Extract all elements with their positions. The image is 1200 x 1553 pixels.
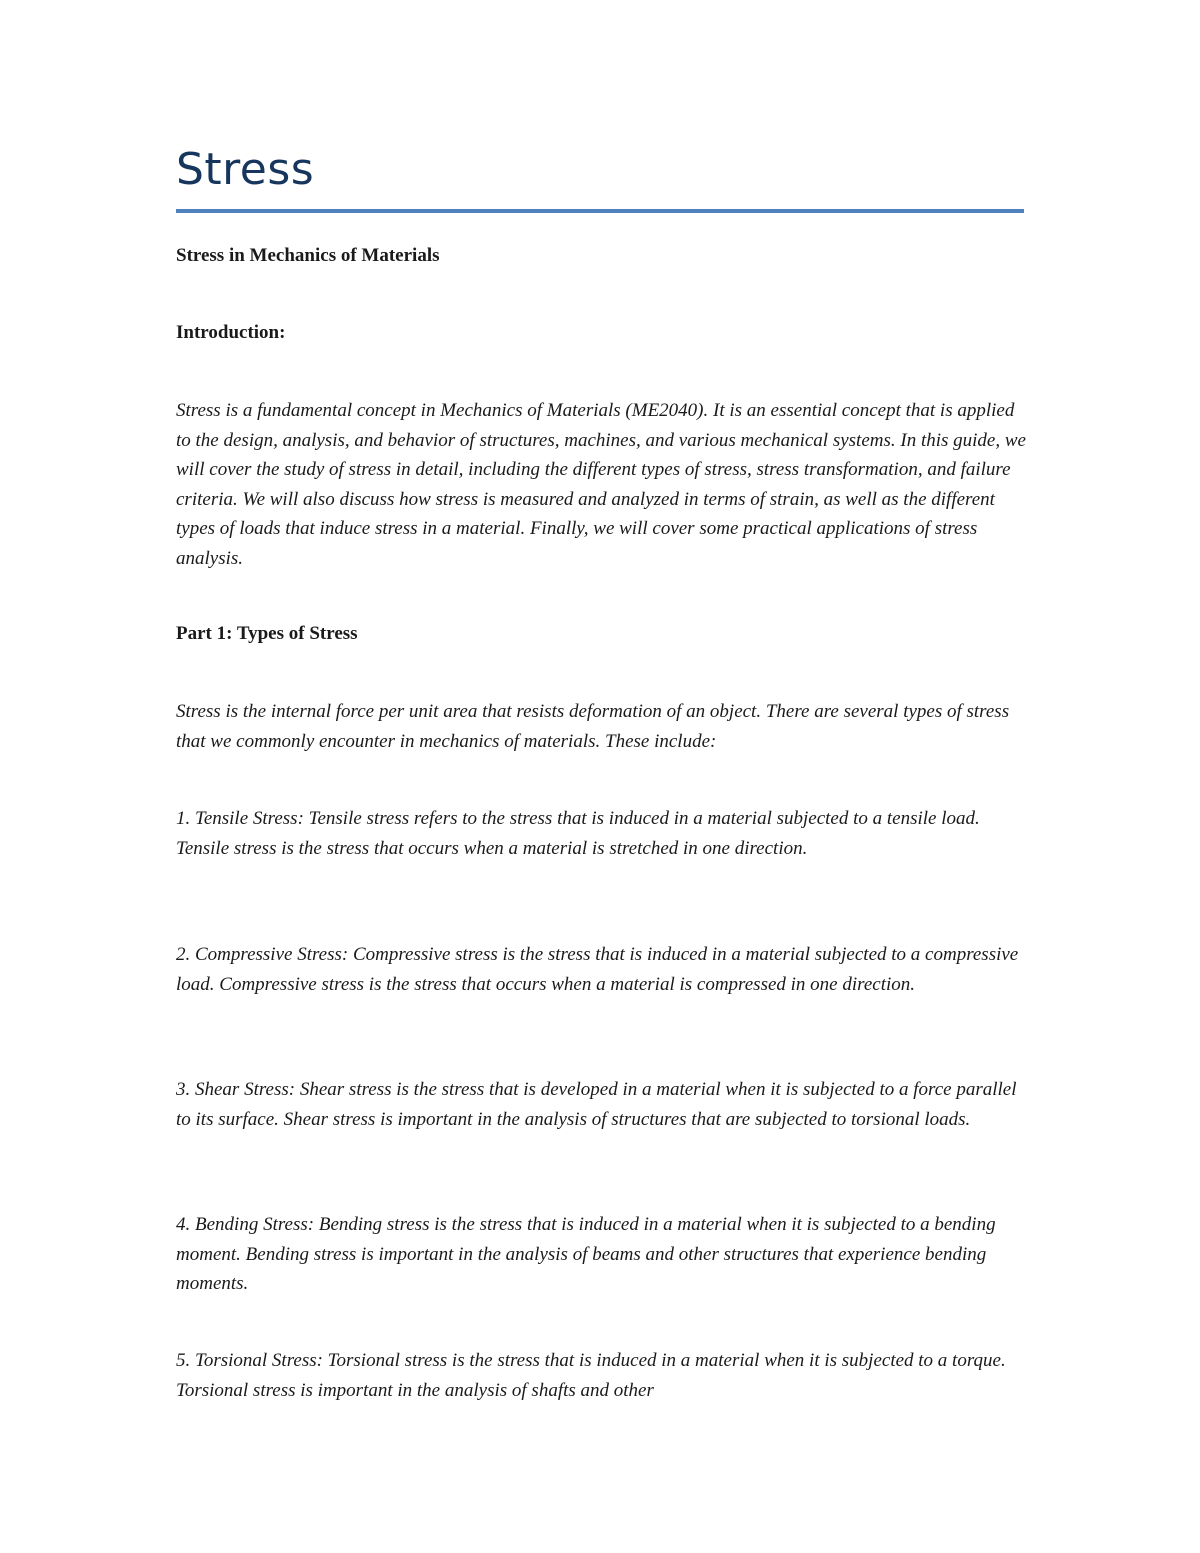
intro-paragraph: Stress is a fundamental concept in Mechanics of Materials (ME2040). It is an essential concept that is applied to the design, analysis, and behavior of structures, machines, and various mechanical systems. In this guide, we will cover the study of stress in detail, including the different types of stress, stress transformation, and failure criteria. We will also discuss how stress is measured and analyzed in terms of strain, as well as the different types of loads that induce stress in a material. Finally, we will cover some practical applications of stress analysis. (176, 400, 1026, 569)
list-item-tensile: 1. Tensile Stress: Tensile stress refers to the stress that is induced in a material subjected to a tensile load. Tensile stress is the stress that occurs when a material is stretched in one direction. (176, 808, 980, 859)
list-item-compressive: 2. Compressive Stress: Compressive stress is the stress that is induced in a material subjected to a compressive load. Compressive stress is the stress that occurs when a material is compressed in one direction. (176, 944, 1019, 995)
part1-paragraph: Stress is the internal force per unit area that resists deformation of an object. There are several types of stress that we commonly encounter in mechanics of materials. These include: (176, 701, 1010, 752)
list-item-shear: 3. Shear Stress: Shear stress is the stress that is developed in a material when it is subjected to a force parallel to its surface. Shear stress is important in the analysis of structures that are subjected to torsional loads. (176, 1079, 1017, 1130)
part1-heading: Part 1: Types of Stress (176, 623, 358, 644)
list-item-torsional: 5. Torsional Stress: Torsional stress is the stress that is induced in a material when it is subjected to a torque. Torsional stress is important in the analysis of shafts and other (176, 1350, 1006, 1401)
document-title: Stress (176, 144, 315, 195)
title-underline (176, 209, 1024, 213)
intro-heading: Introduction: (176, 322, 286, 343)
document-subtitle: Stress in Mechanics of Materials (176, 245, 440, 266)
list-item-bending: 4. Bending Stress: Bending stress is the stress that is induced in a material when it is subjected to a bending moment. Bending stress is important in the analysis of beams and other structures that experience bending moments. (176, 1214, 996, 1294)
